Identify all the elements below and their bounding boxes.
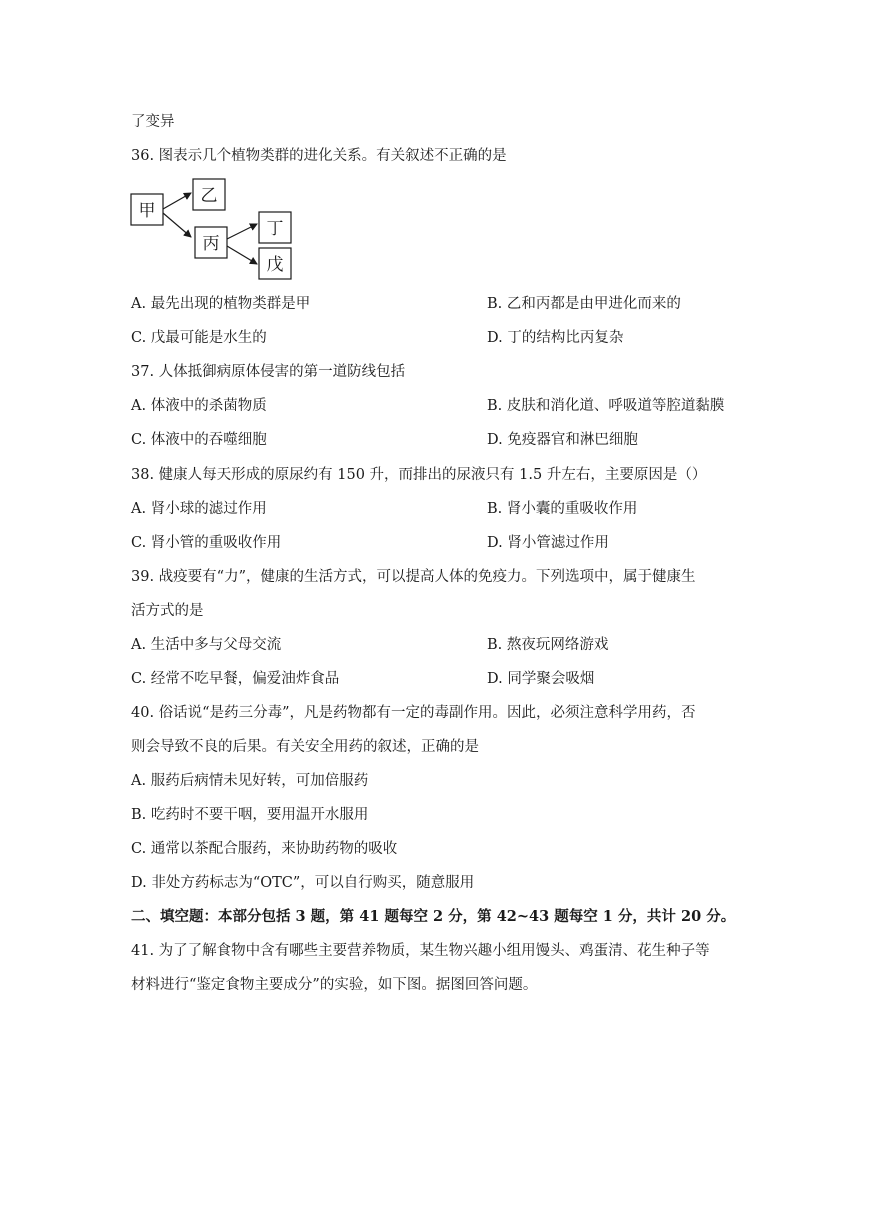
node-label-jia: 甲 <box>138 201 156 221</box>
arrow-jia-to-yi <box>163 193 191 209</box>
q37-option-a: A. 体液中的杀菌物质 <box>131 398 267 414</box>
q37-option-b: B. 皮肤和消化道、呼吸道等腔道黏膜 <box>487 398 725 414</box>
question-40-stem-line1: 40. 俗话说“是药三分毒”，凡是药物都有一定的毒副作用。因此，必须注意科学用药，否 <box>131 705 696 721</box>
q36-option-b: B. 乙和丙都是由甲进化而来的 <box>487 296 681 312</box>
node-label-ding: 丁 <box>266 219 284 239</box>
q36-option-c: C. 戊最可能是水生的 <box>131 330 267 346</box>
q38-option-d: D. 肾小管滤过作用 <box>487 535 609 551</box>
plant-evolution-diagram <box>128 176 298 284</box>
question-37-stem: 37. 人体抵御病原体侵害的第一道防线包括 <box>131 364 406 380</box>
q40-option-c: C. 通常以茶配合服药，来协助药物的吸收 <box>131 841 398 857</box>
q38-option-b: B. 肾小囊的重吸收作用 <box>487 501 638 517</box>
question-38-stem: 38. 健康人每天形成的原尿约有 150 升，而排出的尿液只有 1.5 升左右，主要原因是（） <box>131 467 707 483</box>
q38-option-a: A. 肾小球的滤过作用 <box>131 501 267 517</box>
arrow-jia-to-bing <box>163 213 191 237</box>
question-39-stem-line2: 活方式的是 <box>131 603 204 619</box>
q39-option-c: C. 经常不吃早餐，偏爱油炸食品 <box>131 671 340 687</box>
q39-option-b: B. 熬夜玩网络游戏 <box>487 637 609 653</box>
arrow-bing-to-ding <box>227 224 257 239</box>
node-label-bing: 丙 <box>202 234 220 254</box>
q36-option-d: D. 丁的结构比丙复杂 <box>487 330 624 346</box>
q37-option-c: C. 体液中的吞噬细胞 <box>131 432 267 448</box>
q39-option-d: D. 同学聚会吸烟 <box>487 671 595 687</box>
question-40-stem-line2: 则会导致不良的后果。有关安全用药的叙述，正确的是 <box>131 739 479 755</box>
question-36-stem: 36. 图表示几个植物类群的进化关系。有关叙述不正确的是 <box>131 148 507 164</box>
q39-option-a: A. 生活中多与父母交流 <box>131 637 282 653</box>
q38-option-c: C. 肾小管的重吸收作用 <box>131 535 282 551</box>
arrow-bing-to-wu <box>227 246 257 264</box>
q40-option-a: A. 服药后病情未见好转，可加倍服药 <box>131 773 369 789</box>
q40-option-d: D. 非处方药标志为“OTC”，可以自行购买，随意服用 <box>131 875 475 891</box>
q40-option-b: B. 吃药时不要干咽，要用温开水服用 <box>131 807 369 823</box>
question-41-stem-line2: 材料进行“鉴定食物主要成分”的实验，如下图。据图回答问题。 <box>131 977 538 993</box>
node-label-wu: 戊 <box>266 255 284 275</box>
node-label-yi: 乙 <box>200 186 218 206</box>
question-39-stem-line1: 39. 战疫要有“力”，健康的生活方式，可以提高人体的免疫力。下列选项中，属于健康生 <box>131 569 696 585</box>
q37-option-d: D. 免疫器官和淋巴细胞 <box>487 432 638 448</box>
section-2-heading: 二、填空题：本部分包括 3 题，第 41 题每空 2 分，第 42~43 题每空 1 分，共计 20 分。 <box>131 908 736 925</box>
question-41-stem-line1: 41. 为了了解食物中含有哪些主要营养物质，某生物兴趣小组用馒头、鸡蛋清、花生种子等 <box>131 943 710 959</box>
continuation-text: 了变异 <box>131 114 175 130</box>
q36-option-a: A. 最先出现的植物类群是甲 <box>131 296 311 312</box>
